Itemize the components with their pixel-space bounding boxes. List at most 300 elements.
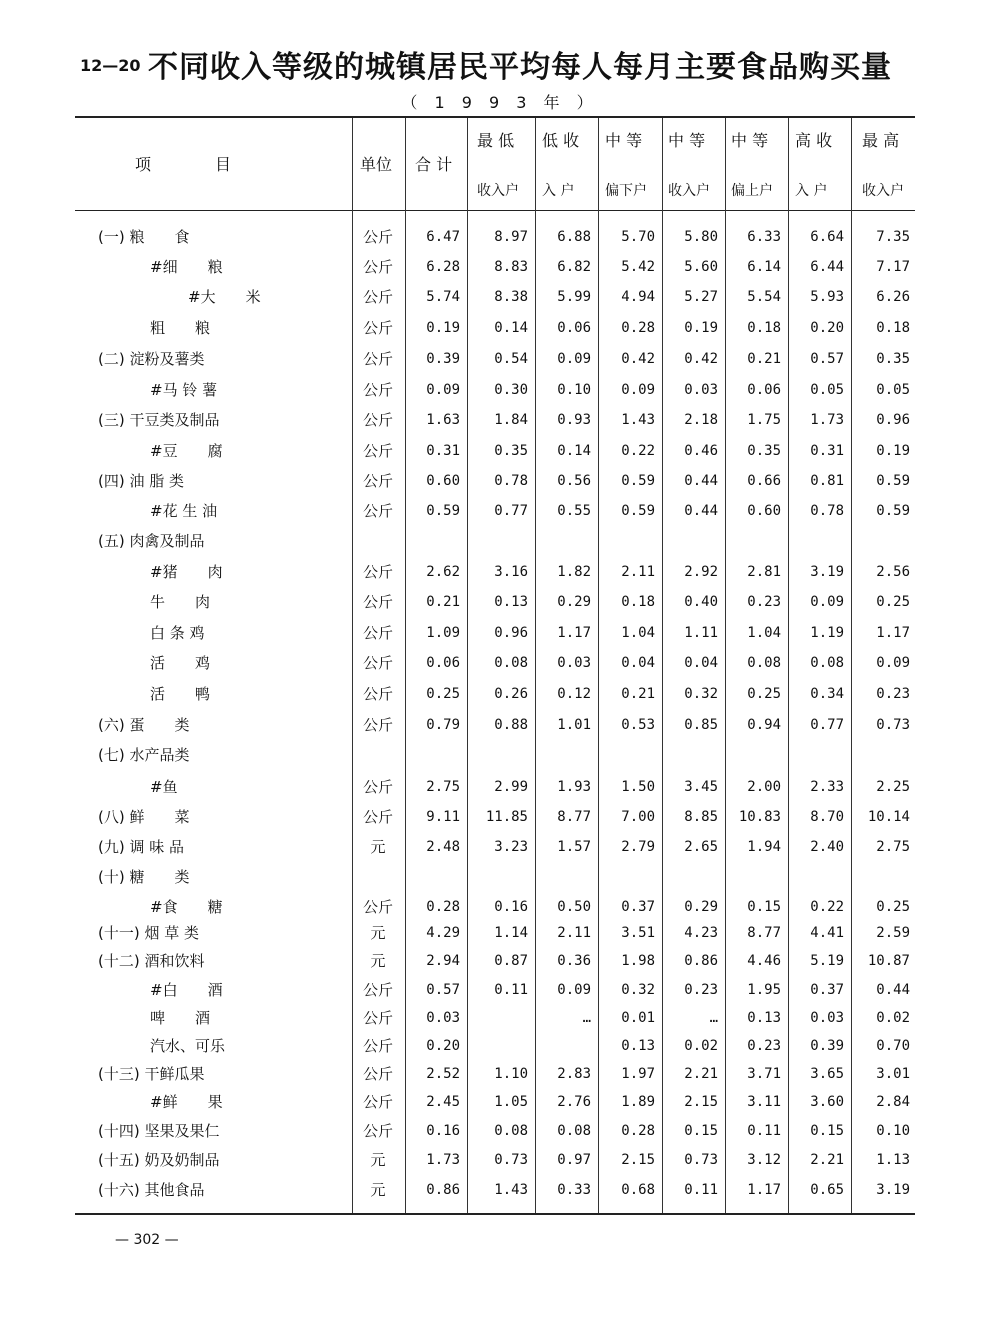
top-rule <box>75 116 915 118</box>
cell-value: 0.23 <box>747 1038 781 1054</box>
header-col-line2: 入 户 <box>542 183 575 199</box>
cell-total <box>408 863 460 891</box>
row-label: (六) 蛋 类 <box>98 716 190 734</box>
cell-value: 5.80 <box>684 229 718 245</box>
cell-value: 0.23 <box>747 594 781 610</box>
row-unit: 公斤 <box>362 778 393 796</box>
cell-total: 0.03 <box>426 1010 460 1026</box>
cell-value: 1.04 <box>621 625 655 641</box>
cell-value: 1.05 <box>494 1094 528 1110</box>
cell-value: 0.36 <box>557 953 591 969</box>
header-col-line2: 收入户 <box>862 183 904 199</box>
cell-value: 0.50 <box>557 899 591 915</box>
cell-value: 2.99 <box>494 779 528 795</box>
cell-value: 5.54 <box>747 289 781 305</box>
cell-value <box>729 527 781 555</box>
cell-value: 0.16 <box>494 899 528 915</box>
row-label: 牛 肉 <box>150 593 211 611</box>
cell-value: 0.06 <box>747 382 781 398</box>
cell-value: 0.78 <box>810 503 844 519</box>
cell-value: 1.43 <box>494 1182 528 1198</box>
cell-value <box>476 741 528 769</box>
header-col-line1: 最 低 <box>477 131 515 150</box>
cell-value: 2.92 <box>684 564 718 580</box>
cell-total: 1.73 <box>426 1152 460 1168</box>
cell-value: 0.30 <box>494 382 528 398</box>
cell-total: 5.74 <box>426 289 460 305</box>
row-label: 啤 酒 <box>150 1009 211 1027</box>
cell-value: 4.23 <box>684 925 718 941</box>
cell-value: 1.57 <box>557 839 591 855</box>
cell-value: 0.35 <box>747 443 781 459</box>
cell-value: 2.25 <box>876 779 910 795</box>
cell-value: 0.11 <box>747 1123 781 1139</box>
cell-total: 4.29 <box>426 925 460 941</box>
row-label: (十四) 坚果及果仁 <box>98 1122 220 1140</box>
row-label: (十六) 其他食品 <box>98 1181 205 1199</box>
row-unit: 公斤 <box>362 981 393 999</box>
cell-value: 0.09 <box>557 351 591 367</box>
cell-value: 0.29 <box>684 899 718 915</box>
cell-value: 2.83 <box>557 1066 591 1082</box>
row-unit: 元 <box>370 952 386 970</box>
cell-value <box>729 741 781 769</box>
cell-value: 1.10 <box>494 1066 528 1082</box>
cell-total: 9.11 <box>426 809 460 825</box>
cell-value: 0.05 <box>810 382 844 398</box>
cell-total: 0.86 <box>426 1182 460 1198</box>
row-unit: 公斤 <box>362 563 393 581</box>
cell-total: 0.16 <box>426 1123 460 1139</box>
cell-value: 0.93 <box>557 412 591 428</box>
cell-value: 0.15 <box>684 1123 718 1139</box>
cell-value: 0.54 <box>494 351 528 367</box>
row-unit: 公斤 <box>362 502 393 520</box>
cell-value: 0.42 <box>684 351 718 367</box>
cell-value: 0.18 <box>876 320 910 336</box>
cell-value: 0.34 <box>810 686 844 702</box>
cell-value: 4.46 <box>747 953 781 969</box>
cell-value: … <box>709 1010 718 1026</box>
cell-value: 0.59 <box>876 473 910 489</box>
cell-value: 0.03 <box>684 382 718 398</box>
cell-value: 0.32 <box>684 686 718 702</box>
cell-total: 2.62 <box>426 564 460 580</box>
cell-value <box>603 527 655 555</box>
cell-value: 7.35 <box>876 229 910 245</box>
cell-total: 0.25 <box>426 686 460 702</box>
cell-value: 2.40 <box>810 839 844 855</box>
cell-value: 0.37 <box>621 899 655 915</box>
row-label: #鱼 <box>150 778 178 796</box>
row-unit: 公斤 <box>362 716 393 734</box>
row-unit: 公斤 <box>362 593 393 611</box>
row-unit: 公斤 <box>362 685 393 703</box>
cell-value: 0.88 <box>494 717 528 733</box>
cell-value: 0.03 <box>557 655 591 671</box>
cell-value <box>476 863 528 891</box>
cell-value: 8.83 <box>494 259 528 275</box>
page-title: 不同收入等级的城镇居民平均每人每月主要食品购买量 <box>148 50 892 85</box>
cell-value: 0.25 <box>876 594 910 610</box>
cell-value <box>476 527 528 555</box>
cell-value: 0.35 <box>876 351 910 367</box>
header-col-line1: 中 等 <box>668 131 706 150</box>
cell-value: 0.10 <box>557 382 591 398</box>
cell-value: 4.94 <box>621 289 655 305</box>
cell-value: 0.13 <box>494 594 528 610</box>
cell-value <box>666 527 718 555</box>
row-label: (十二) 酒和饮料 <box>98 952 205 970</box>
cell-total: 6.47 <box>426 229 460 245</box>
cell-value: 0.73 <box>494 1152 528 1168</box>
cell-total: 0.21 <box>426 594 460 610</box>
row-unit: 公斤 <box>362 442 393 460</box>
row-label: (三) 干豆类及制品 <box>98 411 220 429</box>
row-unit: 公斤 <box>362 1122 393 1140</box>
header-col-line1: 最 高 <box>862 131 900 150</box>
cell-total: 1.09 <box>426 625 460 641</box>
cell-value: 1.84 <box>494 412 528 428</box>
cell-value: 1.19 <box>810 625 844 641</box>
row-unit <box>353 527 403 555</box>
cell-value: 0.04 <box>684 655 718 671</box>
cell-total: 2.48 <box>426 839 460 855</box>
cell-value: 8.70 <box>810 809 844 825</box>
cell-total: 2.52 <box>426 1066 460 1082</box>
cell-value: 0.40 <box>684 594 718 610</box>
cell-value: 1.95 <box>747 982 781 998</box>
cell-value: 2.00 <box>747 779 781 795</box>
column-divider <box>405 118 406 1213</box>
cell-total: 0.06 <box>426 655 460 671</box>
cell-value: 2.15 <box>621 1152 655 1168</box>
cell-value: 0.68 <box>621 1182 655 1198</box>
cell-value: 0.19 <box>876 443 910 459</box>
row-unit <box>353 741 403 769</box>
cell-value: 0.05 <box>876 382 910 398</box>
cell-value: 3.19 <box>876 1182 910 1198</box>
cell-value: 0.09 <box>810 594 844 610</box>
cell-value <box>539 527 591 555</box>
cell-total: 0.60 <box>426 473 460 489</box>
row-label: #细 粮 <box>150 258 223 276</box>
cell-value: 0.14 <box>557 443 591 459</box>
header-col-line2: 收入户 <box>477 183 519 199</box>
row-label: 粗 粮 <box>150 319 211 337</box>
row-label: #鲜 果 <box>150 1093 223 1111</box>
row-label: 汽水、可乐 <box>150 1037 226 1055</box>
cell-value: 0.77 <box>810 717 844 733</box>
cell-value <box>792 527 844 555</box>
cell-value: 0.96 <box>876 412 910 428</box>
cell-value: 1.17 <box>557 625 591 641</box>
cell-value: 0.02 <box>876 1010 910 1026</box>
cell-value: 6.64 <box>810 229 844 245</box>
cell-value: 0.73 <box>684 1152 718 1168</box>
cell-total: 0.39 <box>426 351 460 367</box>
cell-value: 0.94 <box>747 717 781 733</box>
header-total: 合 计 <box>415 155 453 174</box>
cell-value <box>666 863 718 891</box>
cell-value: 0.14 <box>494 320 528 336</box>
cell-value: 8.38 <box>494 289 528 305</box>
cell-value: 0.15 <box>747 899 781 915</box>
cell-value <box>539 741 591 769</box>
header-unit: 单位 <box>360 155 393 174</box>
row-unit: 公斤 <box>362 288 393 306</box>
cell-value: 3.51 <box>621 925 655 941</box>
cell-total: 0.31 <box>426 443 460 459</box>
cell-value: 5.99 <box>557 289 591 305</box>
cell-value: 0.12 <box>557 686 591 702</box>
row-unit: 公斤 <box>362 350 393 368</box>
cell-value: 5.60 <box>684 259 718 275</box>
cell-value: 0.28 <box>621 320 655 336</box>
cell-value: 0.31 <box>810 443 844 459</box>
row-unit: 公斤 <box>362 1009 393 1027</box>
cell-value: 0.20 <box>810 320 844 336</box>
cell-value <box>603 863 655 891</box>
cell-value: 1.17 <box>876 625 910 641</box>
row-unit: 元 <box>370 924 386 942</box>
row-label: #花 生 油 <box>150 502 218 520</box>
cell-total: 0.59 <box>426 503 460 519</box>
row-unit: 公斤 <box>362 624 393 642</box>
row-label: (四) 油 脂 类 <box>98 472 185 490</box>
cell-value: 1.98 <box>621 953 655 969</box>
cell-value: 2.76 <box>557 1094 591 1110</box>
cell-value: 0.97 <box>557 1152 591 1168</box>
cell-value: 0.21 <box>621 686 655 702</box>
cell-value: 0.13 <box>621 1038 655 1054</box>
cell-value: 0.23 <box>684 982 718 998</box>
cell-value: 0.23 <box>876 686 910 702</box>
cell-value: 0.09 <box>557 982 591 998</box>
cell-value: 2.56 <box>876 564 910 580</box>
header-col-line1: 高 收 <box>795 131 833 150</box>
cell-value: 8.77 <box>557 809 591 825</box>
cell-value: 3.12 <box>747 1152 781 1168</box>
row-label: #食 糖 <box>150 898 223 916</box>
row-unit: 公斤 <box>362 808 393 826</box>
row-unit: 公斤 <box>362 654 393 672</box>
row-label: (十三) 干鲜瓜果 <box>98 1065 205 1083</box>
cell-total: 1.63 <box>426 412 460 428</box>
cell-value: 0.39 <box>810 1038 844 1054</box>
cell-value <box>476 1004 528 1032</box>
cell-value <box>603 741 655 769</box>
cell-value: 0.96 <box>494 625 528 641</box>
cell-value: 0.08 <box>494 1123 528 1139</box>
column-divider <box>851 118 852 1213</box>
cell-value: 2.65 <box>684 839 718 855</box>
cell-value: 1.93 <box>557 779 591 795</box>
cell-value: 0.59 <box>621 473 655 489</box>
cell-value: 0.08 <box>810 655 844 671</box>
header-col-line1: 低 收 <box>542 131 580 150</box>
row-unit <box>353 863 403 891</box>
cell-value <box>858 863 910 891</box>
cell-total: 2.45 <box>426 1094 460 1110</box>
cell-value: 0.87 <box>494 953 528 969</box>
cell-value: 0.22 <box>621 443 655 459</box>
cell-value: 0.42 <box>621 351 655 367</box>
cell-value: 2.59 <box>876 925 910 941</box>
row-unit: 元 <box>370 1151 386 1169</box>
cell-value: 0.21 <box>747 351 781 367</box>
cell-value: 0.73 <box>876 717 910 733</box>
row-unit: 公斤 <box>362 319 393 337</box>
row-label: (二) 淀粉及薯类 <box>98 350 205 368</box>
cell-value: 0.10 <box>876 1123 910 1139</box>
cell-value: 3.60 <box>810 1094 844 1110</box>
header-rule <box>75 210 915 211</box>
cell-value: 1.73 <box>810 412 844 428</box>
cell-value: 0.35 <box>494 443 528 459</box>
cell-value: 6.14 <box>747 259 781 275</box>
cell-value: 5.42 <box>621 259 655 275</box>
cell-value: 0.44 <box>876 982 910 998</box>
header-col-line1: 中 等 <box>605 131 643 150</box>
row-label: #马 铃 薯 <box>150 381 218 399</box>
cell-value: 2.79 <box>621 839 655 855</box>
cell-value: 8.97 <box>494 229 528 245</box>
cell-value <box>858 741 910 769</box>
cell-value: 2.21 <box>810 1152 844 1168</box>
row-label: (十五) 奶及奶制品 <box>98 1151 220 1169</box>
row-label: (一) 粮 食 <box>98 228 190 246</box>
cell-value: 0.55 <box>557 503 591 519</box>
row-label: 活 鸭 <box>150 685 211 703</box>
column-divider <box>598 118 599 1213</box>
cell-value: 0.86 <box>684 953 718 969</box>
row-label: (八) 鲜 菜 <box>98 808 190 826</box>
cell-value: 0.46 <box>684 443 718 459</box>
cell-value <box>476 1032 528 1060</box>
cell-value: 11.85 <box>485 809 528 825</box>
cell-value: 0.70 <box>876 1038 910 1054</box>
subtitle-year: （ 1 9 9 3 年 ） <box>401 93 599 112</box>
cell-value: 0.13 <box>747 1010 781 1026</box>
cell-value: 0.09 <box>621 382 655 398</box>
cell-total: 2.94 <box>426 953 460 969</box>
cell-total: 2.75 <box>426 779 460 795</box>
cell-value: 2.33 <box>810 779 844 795</box>
cell-value <box>539 1032 591 1060</box>
cell-value: 10.83 <box>738 809 781 825</box>
row-unit: 公斤 <box>362 898 393 916</box>
cell-value: 3.45 <box>684 779 718 795</box>
title-row <box>80 40 940 90</box>
cell-value: 0.02 <box>684 1038 718 1054</box>
cell-value: 0.06 <box>557 320 591 336</box>
cell-value: 2.11 <box>557 925 591 941</box>
cell-value: 0.08 <box>557 1123 591 1139</box>
table-number: 12—20 <box>80 56 141 75</box>
cell-value: 0.25 <box>876 899 910 915</box>
cell-value: 1.82 <box>557 564 591 580</box>
cell-value: 1.94 <box>747 839 781 855</box>
header-col-line2: 偏上户 <box>731 183 773 199</box>
cell-value: 0.59 <box>876 503 910 519</box>
cell-value <box>858 527 910 555</box>
cell-value: 0.11 <box>494 982 528 998</box>
cell-value: 0.78 <box>494 473 528 489</box>
cell-value: 0.11 <box>684 1182 718 1198</box>
cell-value: 2.21 <box>684 1066 718 1082</box>
row-label: (十一) 烟 草 类 <box>98 924 200 942</box>
header-col-line1: 中 等 <box>731 131 769 150</box>
cell-value: 1.97 <box>621 1066 655 1082</box>
row-label: #白 酒 <box>150 981 223 999</box>
cell-value: 6.88 <box>557 229 591 245</box>
row-label: (七) 水产品类 <box>98 746 190 764</box>
cell-value: 0.19 <box>684 320 718 336</box>
cell-value: 2.84 <box>876 1094 910 1110</box>
cell-value: 0.56 <box>557 473 591 489</box>
cell-value: 7.00 <box>621 809 655 825</box>
cell-value: 0.29 <box>557 594 591 610</box>
cell-value: 7.17 <box>876 259 910 275</box>
cell-value: 1.50 <box>621 779 655 795</box>
cell-value: 5.70 <box>621 229 655 245</box>
row-label: (五) 肉禽及制品 <box>98 532 205 550</box>
cell-value: 1.13 <box>876 1152 910 1168</box>
cell-value: 1.11 <box>684 625 718 641</box>
cell-value: 1.75 <box>747 412 781 428</box>
cell-value: 2.11 <box>621 564 655 580</box>
cell-value <box>539 863 591 891</box>
cell-value: 6.33 <box>747 229 781 245</box>
column-divider <box>725 118 726 1213</box>
cell-value: 1.17 <box>747 1182 781 1198</box>
row-unit: 公斤 <box>362 1065 393 1083</box>
cell-value: 0.57 <box>810 351 844 367</box>
row-unit: 元 <box>370 838 386 856</box>
cell-total: 0.28 <box>426 899 460 915</box>
cell-value: 8.85 <box>684 809 718 825</box>
column-divider <box>788 118 789 1213</box>
cell-value: 0.60 <box>747 503 781 519</box>
cell-total <box>408 527 460 555</box>
cell-value: 3.71 <box>747 1066 781 1082</box>
header-col-line2: 收入户 <box>668 183 710 199</box>
cell-value: 0.26 <box>494 686 528 702</box>
header-item: 项 目 <box>135 155 232 174</box>
cell-value: 3.16 <box>494 564 528 580</box>
cell-value: 0.15 <box>810 1123 844 1139</box>
cell-total: 0.79 <box>426 717 460 733</box>
cell-total: 0.19 <box>426 320 460 336</box>
cell-value: 8.77 <box>747 925 781 941</box>
row-unit: 公斤 <box>362 472 393 490</box>
cell-value: 10.87 <box>867 953 910 969</box>
cell-value: 5.27 <box>684 289 718 305</box>
row-unit: 公斤 <box>362 1037 393 1055</box>
column-divider <box>535 118 536 1213</box>
cell-value: 0.25 <box>747 686 781 702</box>
row-label: (九) 调 味 品 <box>98 838 185 856</box>
cell-value: 0.09 <box>876 655 910 671</box>
cell-value <box>792 741 844 769</box>
cell-value <box>729 863 781 891</box>
row-unit: 公斤 <box>362 258 393 276</box>
cell-value: 2.15 <box>684 1094 718 1110</box>
cell-value: 6.26 <box>876 289 910 305</box>
cell-value: 1.01 <box>557 717 591 733</box>
column-divider <box>467 118 468 1213</box>
